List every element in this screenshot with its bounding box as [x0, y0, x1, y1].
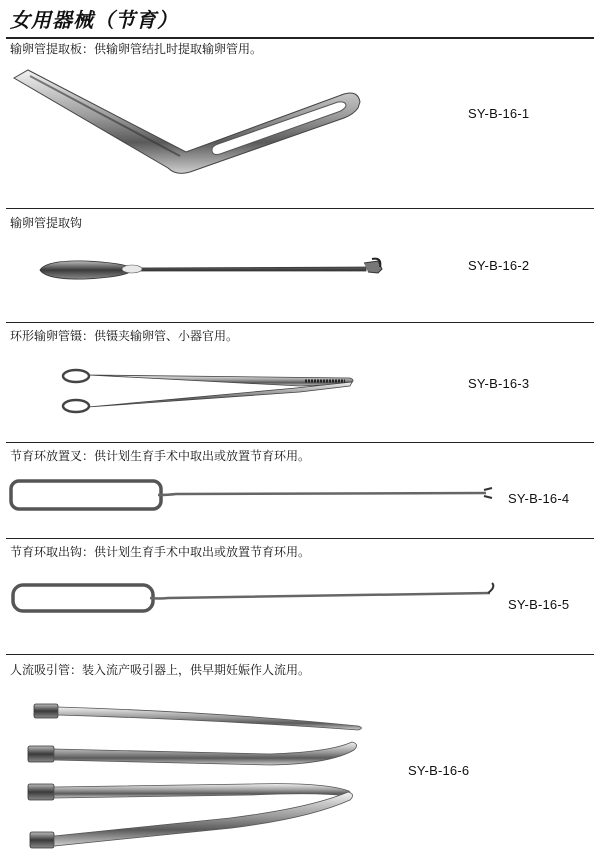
suction-tubes-image	[20, 698, 370, 856]
item-description: 节育环取出钩：供计划生育手术中取出或放置节育环用。	[10, 545, 311, 559]
iud-insertion-fork-image	[8, 478, 498, 514]
section-divider	[6, 208, 594, 209]
tubal-lift-plate-image	[8, 64, 368, 184]
item-description: 环形输卵管镊：供镊夹输卵管、小器官用。	[10, 329, 239, 343]
iud-removal-hook-image	[10, 581, 500, 617]
item-description: 节育环放置叉：供计划生育手术中取出或放置节育环用。	[10, 449, 311, 463]
section-divider	[6, 322, 594, 323]
ring-forceps-image	[60, 364, 360, 418]
title-divider	[6, 37, 594, 39]
section-divider	[6, 654, 594, 655]
item-description: 人流吸引管：装入流产吸引器上，供早期妊娠作人流用。	[10, 663, 311, 677]
item-code: SY-B-16-5	[508, 597, 570, 612]
item-code: SY-B-16-4	[508, 491, 570, 506]
item-description: 输卵管提取板：供输卵管结扎时提取输卵管用。	[10, 42, 263, 56]
item-description: 输卵管提取钩	[10, 216, 83, 230]
page-title: 女用器械（节育）	[10, 8, 178, 32]
item-code: SY-B-16-3	[468, 376, 530, 391]
item-code: SY-B-16-6	[408, 763, 470, 778]
section-divider	[6, 538, 594, 539]
tubal-hook-image	[36, 255, 386, 285]
section-divider	[6, 442, 594, 443]
item-code: SY-B-16-2	[468, 258, 530, 273]
item-code: SY-B-16-1	[468, 106, 530, 121]
